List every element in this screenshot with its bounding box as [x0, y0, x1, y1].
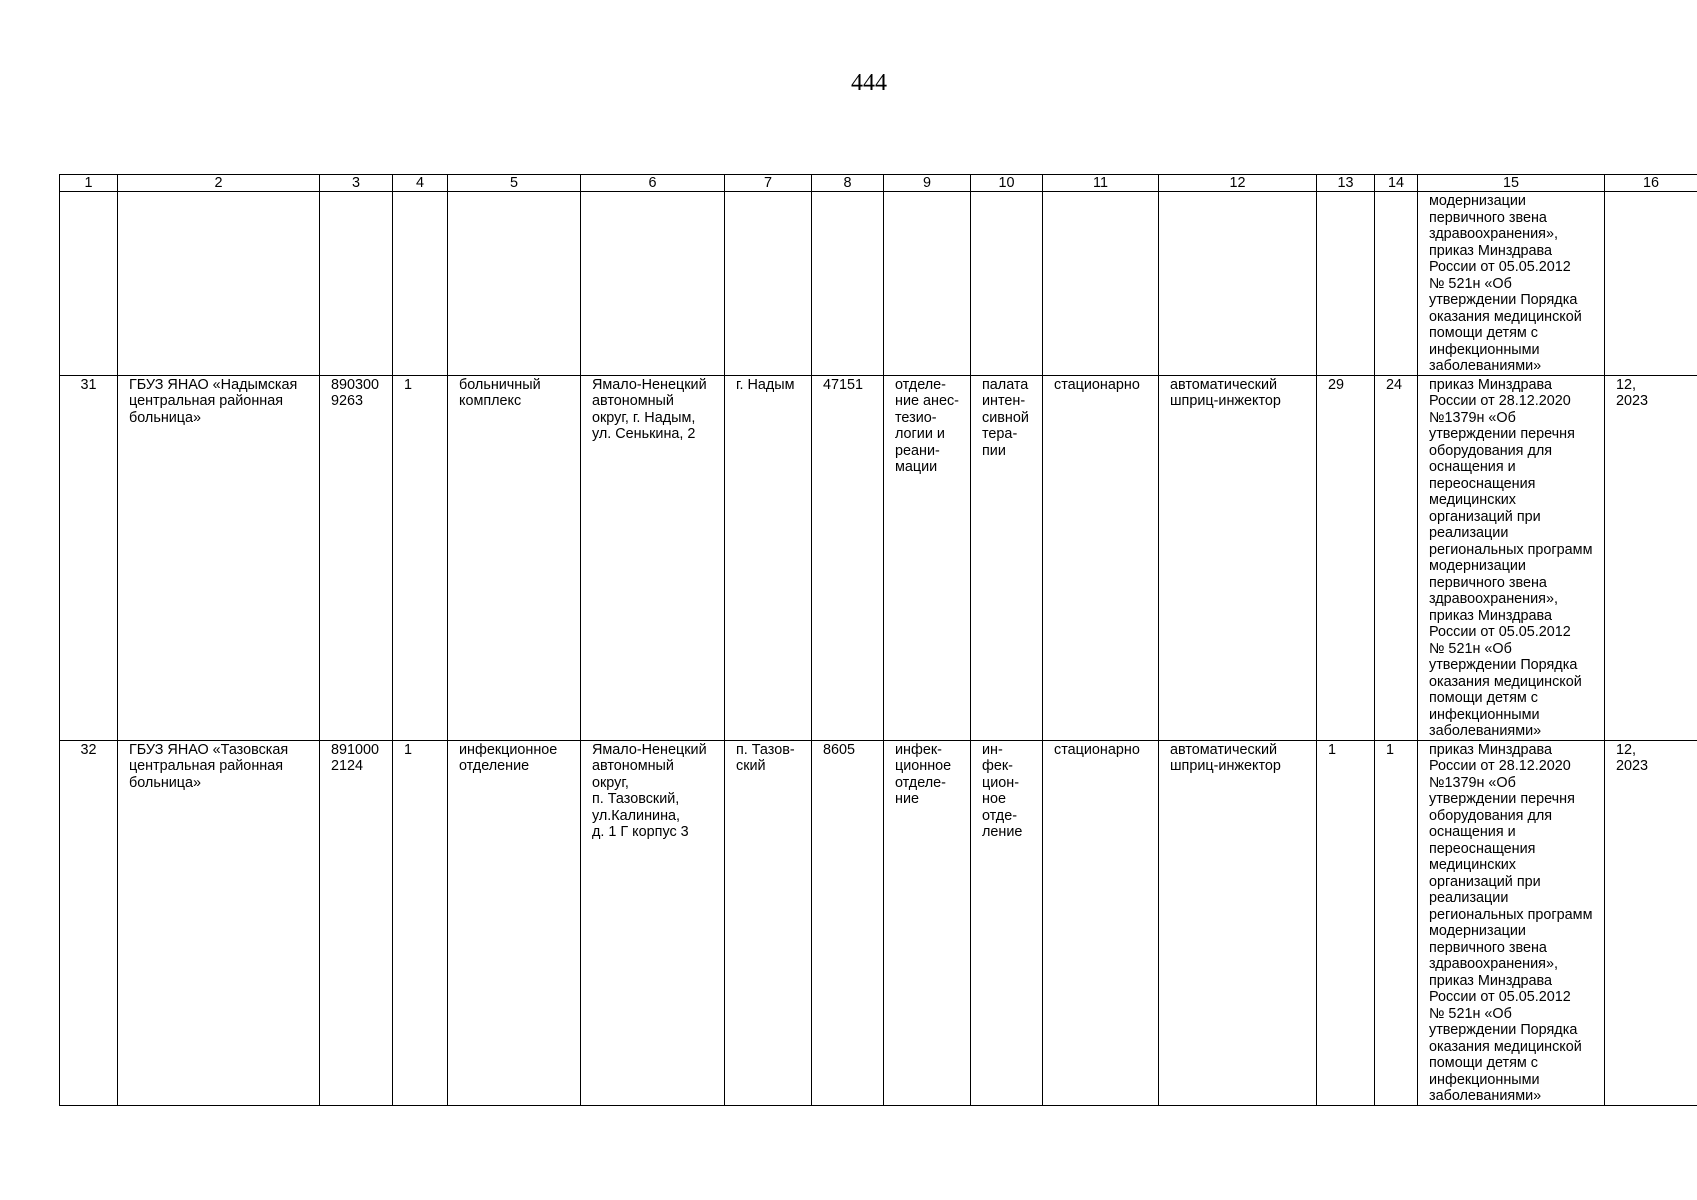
legal-basis-cell: приказ Минздрава России от 28.12.2020 №1379н «Об утверждении перечня оборудования для оснащения и переоснащения медицинских организаций при реализации региональных программ модернизации первичного звена здравоохранения», приказ Минздрава России от 05.05.2012 № 521н «Об утверждении Порядка оказания медицинской помощи детям с инфекционными заболеваниями»	[1418, 740, 1605, 1105]
empty-cell	[60, 192, 118, 376]
quantity-cell: 29	[1317, 375, 1375, 740]
department-cell: отделе- ние анес- тезио- логии и реани- мации	[884, 375, 971, 740]
column-number: 10	[971, 175, 1043, 192]
organization-cell: ГБУЗ ЯНАО «Надымская центральная районная больница»	[118, 375, 320, 740]
count-cell: 1	[393, 740, 448, 1105]
unit-cell: палата интен- сивной тера- пии	[971, 375, 1043, 740]
empty-cell	[393, 192, 448, 376]
facility-cell: инфекционное отделение	[448, 740, 581, 1105]
address-cell: Ямало-Ненецкий автономный округ, г. Надым, ул. Сенькина, 2	[581, 375, 725, 740]
care-mode-cell: стационарно	[1043, 375, 1159, 740]
empty-cell	[1043, 192, 1159, 376]
quantity-cell: 1	[1375, 740, 1418, 1105]
empty-cell	[320, 192, 393, 376]
care-mode-cell: стационарно	[1043, 740, 1159, 1105]
page-number: 444	[851, 70, 887, 96]
empty-cell	[884, 192, 971, 376]
code-cell: 891000 2124	[320, 740, 393, 1105]
empty-cell	[118, 192, 320, 376]
department-cell: инфек- ционное отделе- ние	[884, 740, 971, 1105]
column-number: 13	[1317, 175, 1375, 192]
empty-cell	[1605, 192, 1697, 376]
locality-cell: п. Тазов- ский	[725, 740, 812, 1105]
column-number: 9	[884, 175, 971, 192]
empty-cell	[1375, 192, 1418, 376]
table-row	[60, 740, 1697, 1105]
unit-cell: ин- фек- цион- ное отде- ление	[971, 740, 1043, 1105]
column-number: 4	[393, 175, 448, 192]
column-number: 3	[320, 175, 393, 192]
equipment-cell: автоматический шприц-инжектор	[1159, 740, 1317, 1105]
column-number: 5	[448, 175, 581, 192]
facility-cell: больничный комплекс	[448, 375, 581, 740]
column-number: 12	[1159, 175, 1317, 192]
empty-cell	[1317, 192, 1375, 376]
locality-cell: г. Надым	[725, 375, 812, 740]
empty-cell	[725, 192, 812, 376]
column-number: 16	[1605, 175, 1697, 192]
date-cell: 12, 2023	[1605, 740, 1697, 1105]
count-cell: 1	[393, 375, 448, 740]
oktmo-cell: 47151	[812, 375, 884, 740]
table-row	[60, 375, 1697, 740]
column-number: 14	[1375, 175, 1418, 192]
column-number-row	[60, 175, 1697, 192]
oktmo-cell: 8605	[812, 740, 884, 1105]
empty-cell	[1159, 192, 1317, 376]
legal-basis-cell: приказ Минздрава России от 28.12.2020 №1379н «Об утверждении перечня оборудования для оснащения и переоснащения медицинских организаций при реализации региональных программ модернизации первичного звена здравоохранения», приказ Минздрава России от 05.05.2012 № 521н «Об утверждении Порядка оказания медицинской помощи детям с инфекционными заболеваниями»	[1418, 375, 1605, 740]
organization-cell: ГБУЗ ЯНАО «Тазовская центральная районная больница»	[118, 740, 320, 1105]
continuation-row	[60, 192, 1697, 376]
column-number: 11	[1043, 175, 1159, 192]
date-cell: 12, 2023	[1605, 375, 1697, 740]
empty-cell	[971, 192, 1043, 376]
equipment-table	[59, 174, 1697, 1106]
column-number: 15	[1418, 175, 1605, 192]
column-number: 7	[725, 175, 812, 192]
column-number: 6	[581, 175, 725, 192]
legal-basis-cell: модернизации первичного звена здравоохранения», приказ Минздрава России от 05.05.2012 № 521н «Об утверждении Порядка оказания медицинской помощи детям с инфекционными заболеваниями»	[1418, 192, 1605, 376]
code-cell: 890300 9263	[320, 375, 393, 740]
empty-cell	[448, 192, 581, 376]
quantity-cell: 1	[1317, 740, 1375, 1105]
empty-cell	[812, 192, 884, 376]
empty-cell	[581, 192, 725, 376]
column-number: 1	[60, 175, 118, 192]
column-number: 8	[812, 175, 884, 192]
equipment-cell: автоматический шприц-инжектор	[1159, 375, 1317, 740]
column-number: 2	[118, 175, 320, 192]
quantity-cell: 24	[1375, 375, 1418, 740]
row-number-cell: 32	[60, 740, 118, 1105]
row-number-cell: 31	[60, 375, 118, 740]
address-cell: Ямало-Ненецкий автономный округ, п. Тазовский, ул.Калинина, д. 1 Г корпус 3	[581, 740, 725, 1105]
